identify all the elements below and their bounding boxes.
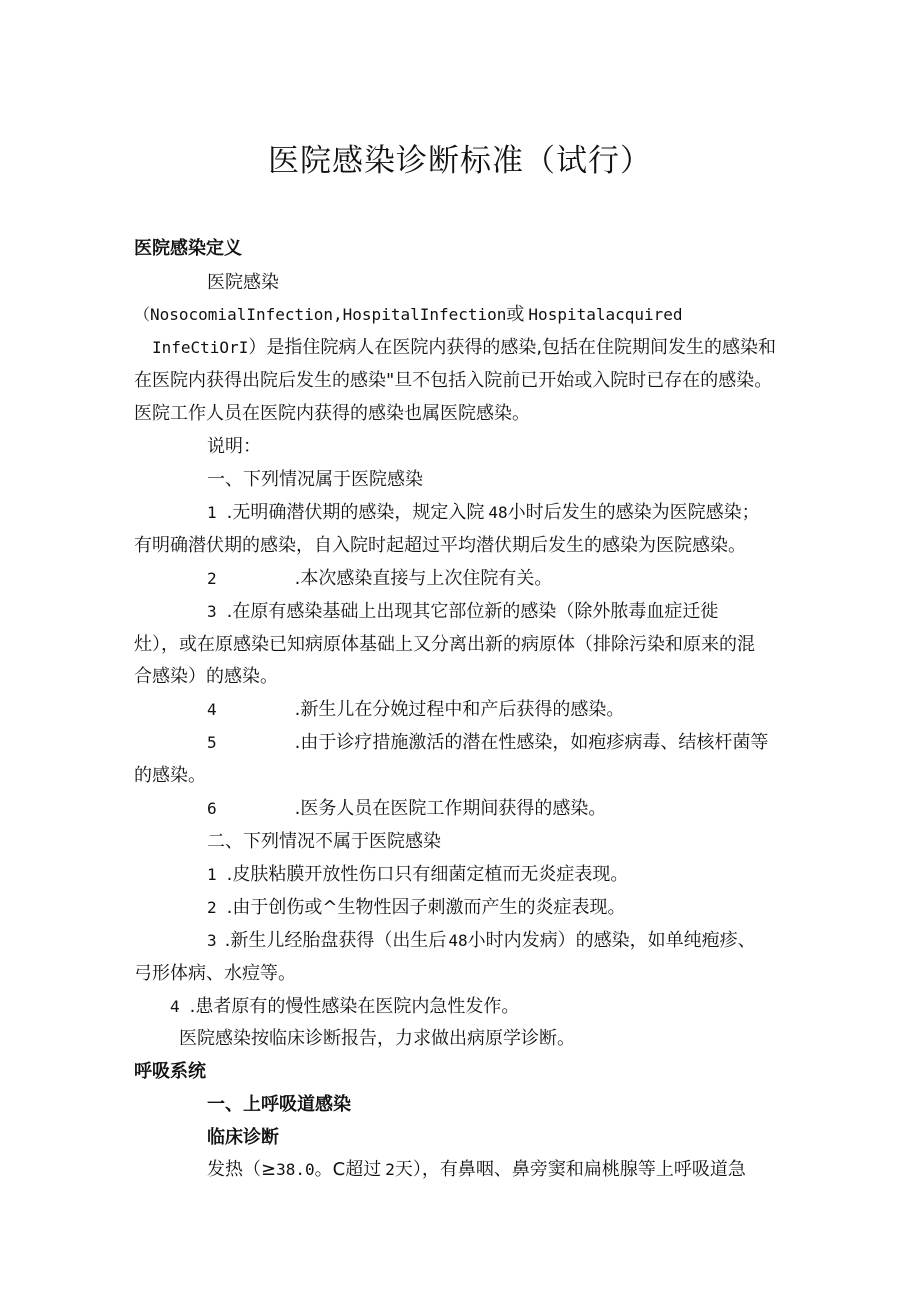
s1-item-5-number: 5	[207, 733, 217, 752]
s2-item-3-text-b: 小时内发病）的感染，如单纯疱疹、	[467, 930, 756, 951]
definition-line-3-text: ）是指住院病人在医院内获得的感染,包括在住院期间发生的感染和	[248, 337, 777, 358]
s1-item-1-number: 1	[207, 503, 217, 522]
s1-item-3-text-1: .在原有感染基础上出现其它部位新的感染（除外脓毒血症迁徙	[226, 601, 719, 622]
definition-line-5: 医院工作人员在医院内获得的感染也属医院感染。	[134, 403, 530, 424]
fever-text-a: 发热（≥	[207, 1159, 277, 1180]
s2-item-1-number: 1	[207, 865, 217, 884]
s1-item-3-number: 3	[207, 602, 217, 621]
definition-latin-acquired: Hospitalacquired	[528, 305, 683, 324]
fever-temperature: 38.0	[276, 1160, 315, 1179]
s1-item-1-hours: 48	[488, 503, 508, 522]
s1-item-1-line-1	[207, 500, 760, 526]
s1-item-6-number: 6	[207, 799, 217, 818]
clinical-diagnosis-heading: 临床诊断	[207, 1127, 279, 1148]
definition-line-1: 医院感染	[207, 272, 279, 293]
fever-line	[207, 1157, 746, 1183]
definition-line-3	[152, 335, 776, 361]
s1-item-3-line-1	[207, 599, 718, 625]
s1-item-2-number: 2	[207, 569, 217, 588]
s2-item-4	[170, 994, 519, 1020]
fever-days: 2	[385, 1160, 395, 1179]
definition-latin-terms: （NosocomialInfection,HospitalInfection	[134, 305, 507, 324]
fever-text-b: 。C超过	[314, 1159, 382, 1180]
s2-item-3-line-1	[207, 928, 756, 954]
s1-item-6-text: .医务人员在医院工作期间获得的感染。	[294, 798, 607, 819]
s1-item-6	[207, 796, 606, 822]
s1-item-1-line-2: 有明确潜伏期的感染，自入院时起超过平均潜伏期后发生的感染为医院感染。	[134, 535, 746, 556]
fever-text-c: 天），有鼻咽、鼻旁窦和扁桃腺等上呼吸道急	[394, 1159, 746, 1180]
s1-item-4-number: 4	[207, 700, 217, 719]
document-title: 医院感染诊断标准（试行）	[268, 143, 652, 179]
definition-heading: 医院感染定义	[134, 238, 242, 259]
s1-item-5-text-1: .由于诊疗措施激活的潜在性感染，如疱疹病毒、结核杆菌等	[294, 732, 769, 753]
definition-or-word: 或	[506, 304, 525, 325]
s2-item-4-text: .患者原有的慢性感染在医院内急性发作。	[189, 996, 520, 1017]
section-2-heading: 二、下列情况不属于医院感染	[207, 831, 441, 852]
section-1-heading: 一、下列情况属于医院感染	[207, 469, 423, 490]
s2-item-3-line-2: 弓形体病、水痘等。	[134, 963, 296, 984]
definition-line-2	[134, 302, 683, 328]
s1-item-2	[207, 566, 552, 592]
report-line: 医院感染按临床诊断报告，力求做出病原学诊断。	[179, 1028, 575, 1049]
s2-item-3-hours: 48	[448, 931, 468, 950]
s2-item-3-text-a: .新生儿经胎盘获得（出生后	[224, 930, 447, 951]
s1-item-4	[207, 697, 624, 723]
definition-latin-infection: InfeCtiOrI	[152, 338, 249, 357]
s1-item-3-line-3: 合感染）的感染。	[134, 666, 278, 687]
s2-item-3-number: 3	[207, 931, 217, 950]
s1-item-1-text-b: 小时后发生的感染为医院感染；	[507, 502, 760, 523]
upper-respiratory-heading: 一、上呼吸道感染	[207, 1094, 351, 1115]
s1-item-5-line-1	[207, 730, 768, 756]
s2-item-1	[207, 862, 628, 888]
s2-item-1-text: .皮肤粘膜开放性伤口只有细菌定植而无炎症表现。	[226, 864, 629, 885]
s2-item-2	[207, 895, 625, 921]
definition-line-4: 在医院内获得出院后发生的感染"旦不包括入院前已开始或入院时已存在的感染。	[134, 370, 773, 391]
respiratory-heading: 呼吸系统	[134, 1061, 206, 1082]
s1-item-1-text-a: .无明确潜伏期的感染，规定入院	[226, 502, 485, 523]
note-label: 说明：	[207, 436, 261, 457]
s1-item-2-text: .本次感染直接与上次住院有关。	[294, 568, 553, 589]
s1-item-3-line-2: 灶），或在原感染已知病原体基础上又分离出新的病原体（排除污染和原来的混	[134, 634, 755, 655]
s1-item-5-line-2: 的感染。	[134, 765, 206, 786]
s2-item-2-number: 2	[207, 898, 217, 917]
s2-item-2-text: .由于创伤或^生物性因子刺激而产生的炎症表现。	[226, 897, 626, 918]
s2-item-4-number: 4	[170, 997, 180, 1016]
s1-item-4-text: .新生儿在分娩过程中和产后获得的感染。	[294, 699, 625, 720]
